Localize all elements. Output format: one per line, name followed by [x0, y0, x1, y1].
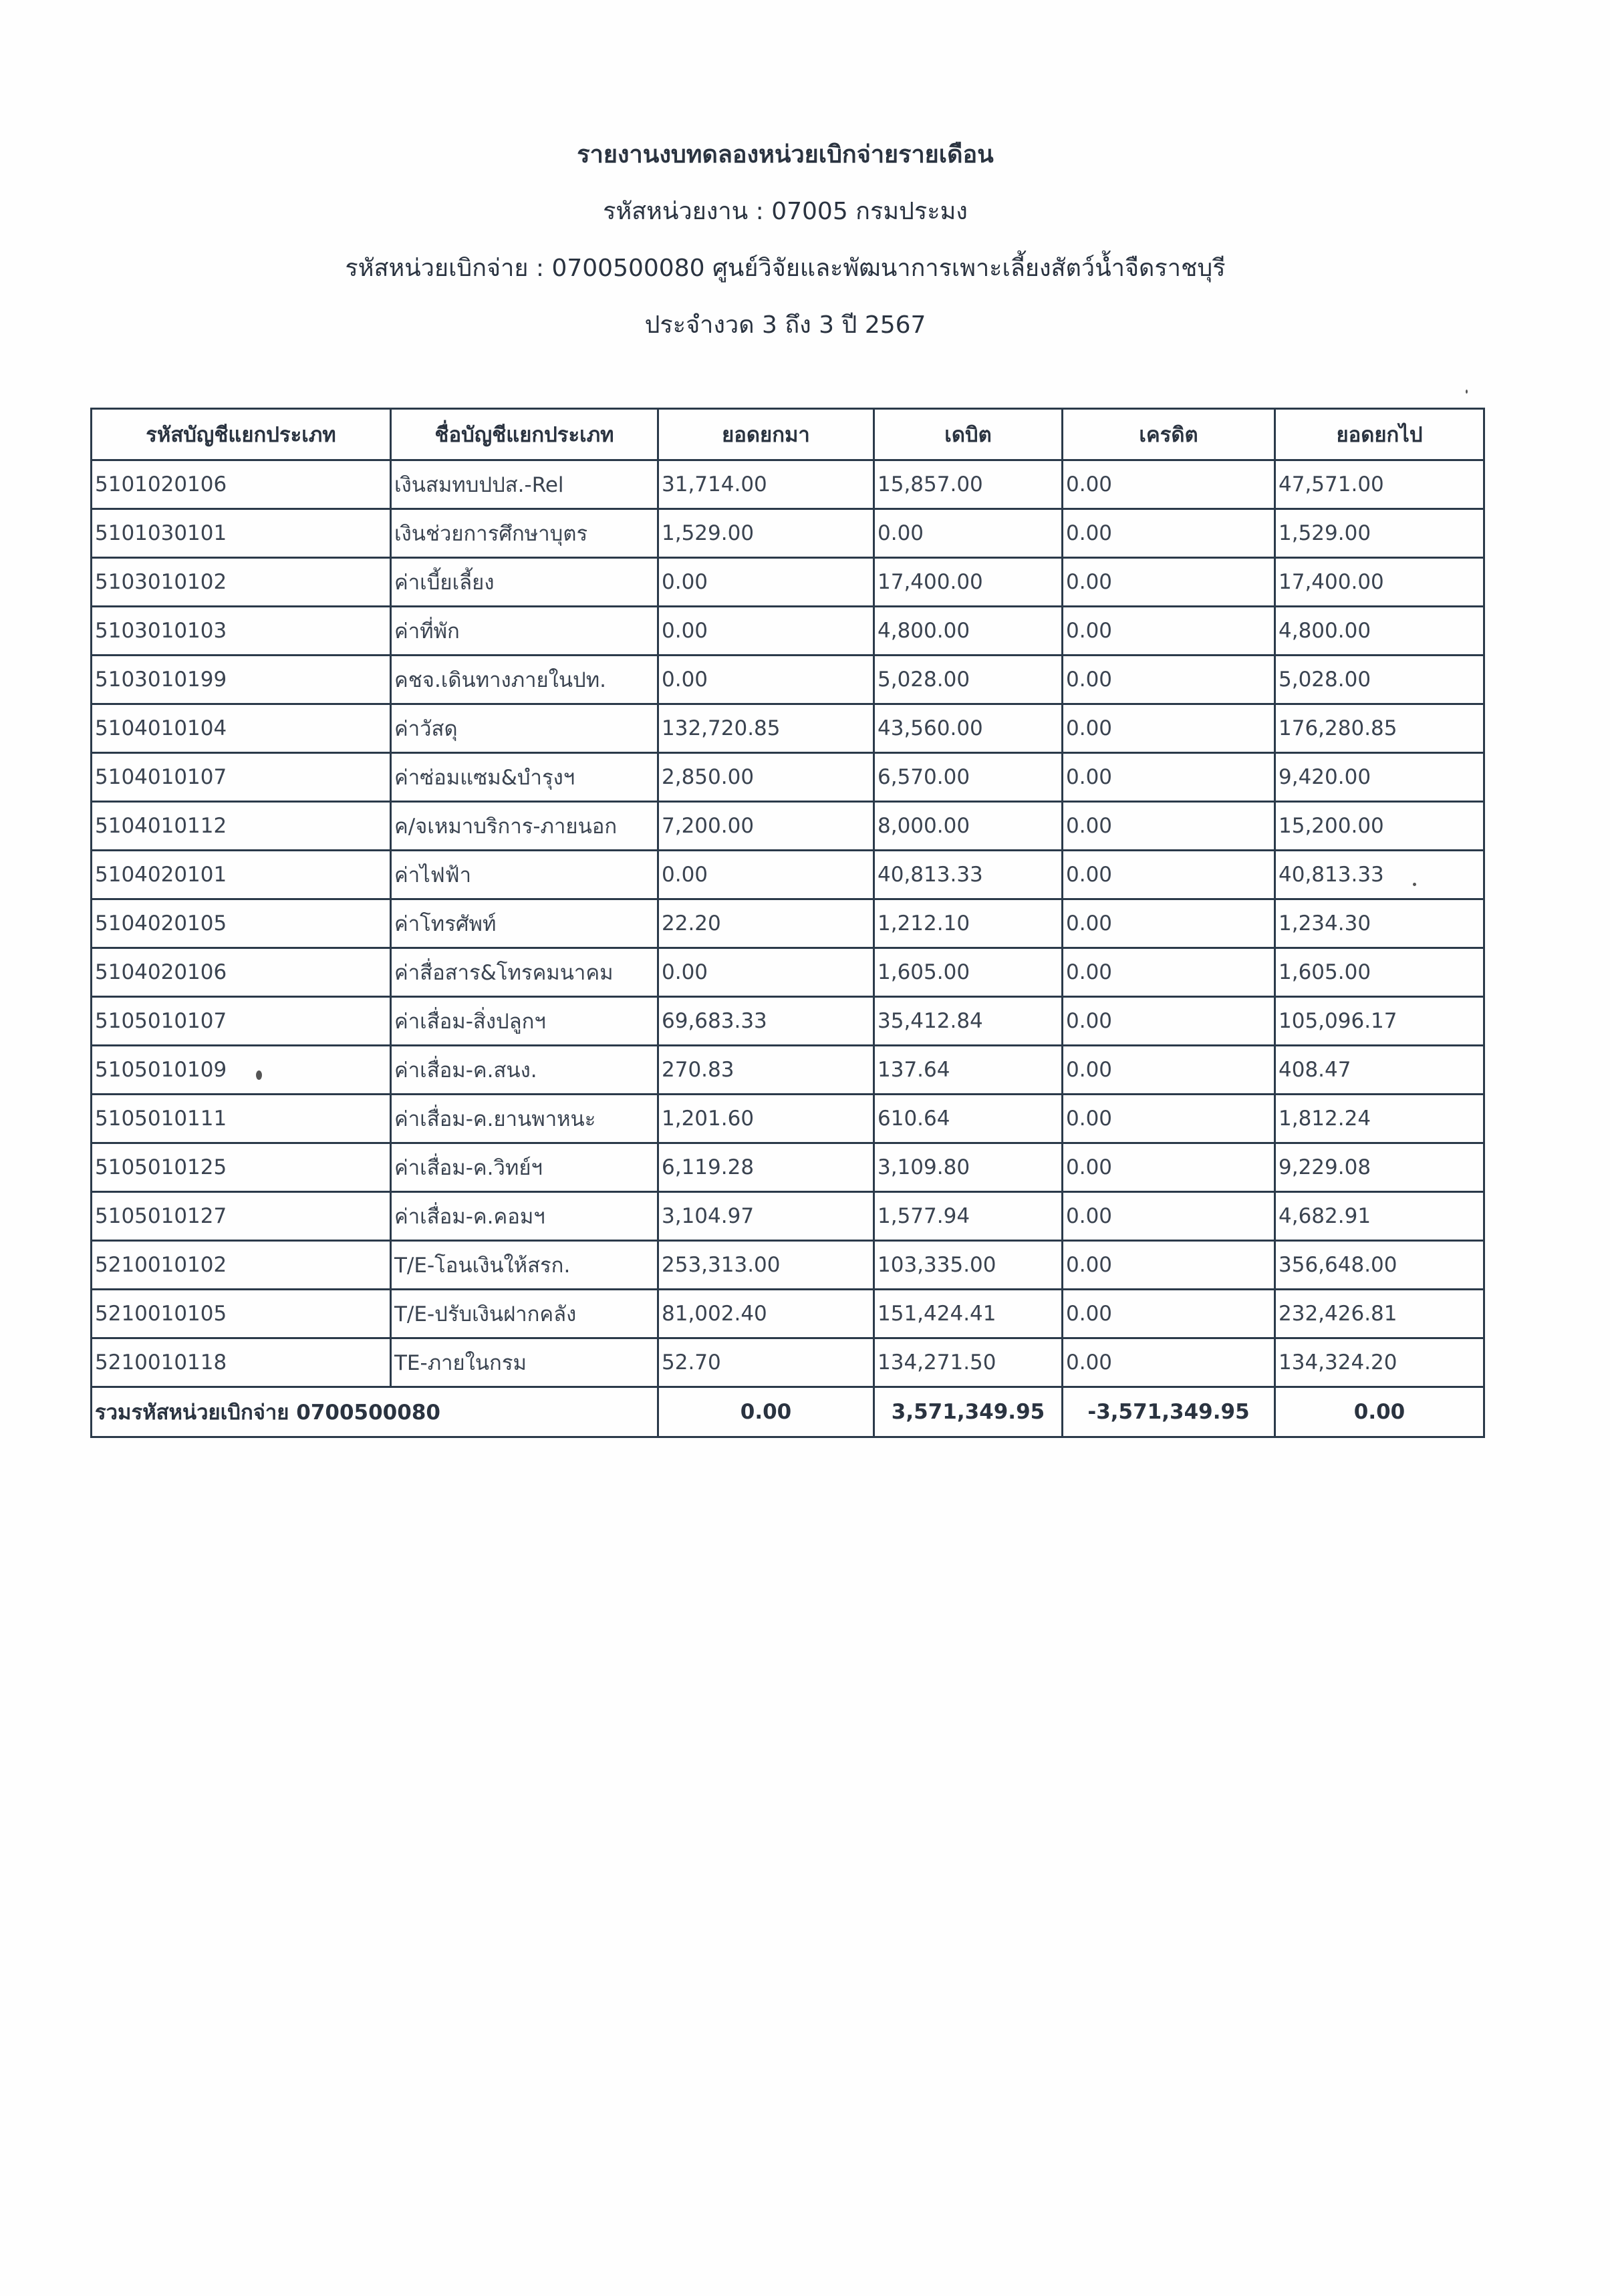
cell-debit: 137.64 [874, 1046, 1063, 1095]
cell-credit: 0.00 [1063, 948, 1275, 997]
cell-debit: 0.00 [874, 509, 1063, 558]
table-row [92, 1290, 1484, 1338]
cell-carried-forward: 176,280.85 [1275, 704, 1484, 753]
cell-brought-forward: 0.00 [658, 948, 874, 997]
cell-credit: 0.00 [1063, 607, 1275, 656]
cell-account-code: 5105010125 [92, 1143, 391, 1192]
cell-account-name: ค่าเบี้ยเลี้ยง [391, 558, 658, 607]
total-label: รวมรหัสหน่วยเบิกจ่าย 0700500080 [92, 1387, 658, 1437]
trial-balance-table [90, 408, 1485, 1438]
cell-credit: 0.00 [1063, 558, 1275, 607]
cell-credit: 0.00 [1063, 1095, 1275, 1143]
cell-account-code: 5104010112 [92, 802, 391, 851]
cell-account-name: ค่าเสื่อม-ค.ยานพาหนะ [391, 1095, 658, 1143]
agency-line: รหัสหน่วยงาน : 07005 กรมประมง [603, 198, 968, 225]
table-row [92, 1192, 1484, 1241]
cell-carried-forward: 4,800.00 [1275, 607, 1484, 656]
cell-debit: 151,424.41 [874, 1290, 1063, 1338]
table-row [92, 1241, 1484, 1290]
cell-carried-forward: 15,200.00 [1275, 802, 1484, 851]
cell-account-code: 5103010103 [92, 607, 391, 656]
table-row [92, 851, 1484, 899]
cell-brought-forward: 1,529.00 [658, 509, 874, 558]
cell-account-name: คชจ.เดินทางภายในปท. [391, 656, 658, 704]
cell-account-name: ค่าวัสดุ [391, 704, 658, 753]
cell-carried-forward: 1,234.30 [1275, 899, 1484, 948]
cell-brought-forward: 6,119.28 [658, 1143, 874, 1192]
cell-account-name: TE-ภายในกรม [391, 1338, 658, 1387]
cell-account-name: ค่าโทรศัพท์ [391, 899, 658, 948]
cell-account-name: T/E-โอนเงินให้สรก. [391, 1241, 658, 1290]
cell-account-code: 5104020101 [92, 851, 391, 899]
cell-credit: 0.00 [1063, 997, 1275, 1046]
cell-carried-forward: 9,420.00 [1275, 753, 1484, 802]
table-row [92, 997, 1484, 1046]
cell-debit: 610.64 [874, 1095, 1063, 1143]
cell-brought-forward: 52.70 [658, 1338, 874, 1387]
table-row [92, 607, 1484, 656]
cell-carried-forward: 408.47 [1275, 1046, 1484, 1095]
cell-credit: 0.00 [1063, 656, 1275, 704]
table-body [92, 460, 1484, 1387]
cell-brought-forward: 3,104.97 [658, 1192, 874, 1241]
cell-debit: 35,412.84 [874, 997, 1063, 1046]
cell-account-name: ค่าเสื่อม-สิ่งปลูกฯ [391, 997, 658, 1046]
cell-debit: 5,028.00 [874, 656, 1063, 704]
col-header-debit: เดบิต [874, 409, 1063, 460]
cell-credit: 0.00 [1063, 802, 1275, 851]
scan-speck [1413, 883, 1416, 886]
cell-account-code: 5104020105 [92, 899, 391, 948]
cell-credit: 0.00 [1063, 509, 1275, 558]
cell-brought-forward: 81,002.40 [658, 1290, 874, 1338]
cell-brought-forward: 0.00 [658, 558, 874, 607]
scan-speck [1466, 390, 1468, 394]
table-row [92, 1338, 1484, 1387]
report-title: รายงานงบทดลองหน่วยเบิกจ่ายรายเดือน [577, 141, 994, 168]
cell-credit: 0.00 [1063, 1290, 1275, 1338]
cell-account-code: 5105010111 [92, 1095, 391, 1143]
col-header-brought-forward: ยอดยกมา [658, 409, 874, 460]
total-debit: 3,571,349.95 [874, 1387, 1063, 1437]
cell-brought-forward: 1,201.60 [658, 1095, 874, 1143]
cell-debit: 6,570.00 [874, 753, 1063, 802]
table-row [92, 1095, 1484, 1143]
cell-account-code: 5210010118 [92, 1338, 391, 1387]
cell-account-code: 5104010107 [92, 753, 391, 802]
cell-debit: 3,109.80 [874, 1143, 1063, 1192]
period-line: ประจำงวด 3 ถึง 3 ปี 2567 [644, 311, 926, 339]
cell-carried-forward: 1,529.00 [1275, 509, 1484, 558]
cell-credit: 0.00 [1063, 460, 1275, 509]
cell-debit: 1,577.94 [874, 1192, 1063, 1241]
cell-account-name: เงินช่วยการศึกษาบุตร [391, 509, 658, 558]
cell-debit: 103,335.00 [874, 1241, 1063, 1290]
table-row [92, 1046, 1484, 1095]
cell-debit: 1,605.00 [874, 948, 1063, 997]
table-row [92, 656, 1484, 704]
cell-carried-forward: 232,426.81 [1275, 1290, 1484, 1338]
cell-debit: 134,271.50 [874, 1338, 1063, 1387]
table-row [92, 704, 1484, 753]
col-header-carried-forward: ยอดยกไป [1275, 409, 1484, 460]
cell-carried-forward: 47,571.00 [1275, 460, 1484, 509]
cell-account-code: 5101030101 [92, 509, 391, 558]
cell-carried-forward: 1,605.00 [1275, 948, 1484, 997]
cell-debit: 4,800.00 [874, 607, 1063, 656]
cell-account-code: 5105010127 [92, 1192, 391, 1241]
cell-brought-forward: 253,313.00 [658, 1241, 874, 1290]
cell-brought-forward: 0.00 [658, 607, 874, 656]
cell-account-name: ค่าที่พัก [391, 607, 658, 656]
cell-account-name: เงินสมทบปปส.-Rel [391, 460, 658, 509]
cell-brought-forward: 0.00 [658, 656, 874, 704]
table-row [92, 558, 1484, 607]
cell-credit: 0.00 [1063, 851, 1275, 899]
cell-account-code: 5105010109 [92, 1046, 391, 1095]
cell-account-code: 5103010102 [92, 558, 391, 607]
cell-account-name: ค/จเหมาบริการ-ภายนอก [391, 802, 658, 851]
cell-brought-forward: 31,714.00 [658, 460, 874, 509]
cell-account-code: 5101020106 [92, 460, 391, 509]
total-brought-forward: 0.00 [658, 1387, 874, 1437]
table-row [92, 899, 1484, 948]
cell-brought-forward: 0.00 [658, 851, 874, 899]
cell-brought-forward: 270.83 [658, 1046, 874, 1095]
cell-carried-forward: 1,812.24 [1275, 1095, 1484, 1143]
cell-brought-forward: 7,200.00 [658, 802, 874, 851]
cell-debit: 15,857.00 [874, 460, 1063, 509]
cell-account-name: T/E-ปรับเงินฝากคลัง [391, 1290, 658, 1338]
table-row [92, 509, 1484, 558]
cell-carried-forward: 134,324.20 [1275, 1338, 1484, 1387]
table-row [92, 802, 1484, 851]
cell-credit: 0.00 [1063, 1143, 1275, 1192]
table-row [92, 948, 1484, 997]
cell-account-code: 5105010107 [92, 997, 391, 1046]
cell-brought-forward: 132,720.85 [658, 704, 874, 753]
cell-credit: 0.00 [1063, 753, 1275, 802]
cell-carried-forward: 5,028.00 [1275, 656, 1484, 704]
cell-account-code: 5210010102 [92, 1241, 391, 1290]
cell-account-name: ค่าซ่อมแซม&บำรุงฯ [391, 753, 658, 802]
cell-brought-forward: 2,850.00 [658, 753, 874, 802]
cell-carried-forward: 9,229.08 [1275, 1143, 1484, 1192]
total-carried-forward: 0.00 [1275, 1387, 1484, 1437]
cell-carried-forward: 105,096.17 [1275, 997, 1484, 1046]
cell-carried-forward: 356,648.00 [1275, 1241, 1484, 1290]
col-header-credit: เครดิต [1063, 409, 1275, 460]
cell-account-name: ค่าเสื่อม-ค.คอมฯ [391, 1192, 658, 1241]
table-row [92, 460, 1484, 509]
cell-account-name: ค่าสื่อสาร&โทรคมนาคม [391, 948, 658, 997]
cell-account-code: 5103010199 [92, 656, 391, 704]
cell-account-code: 5104010104 [92, 704, 391, 753]
table-row [92, 753, 1484, 802]
cell-credit: 0.00 [1063, 1338, 1275, 1387]
cell-credit: 0.00 [1063, 1192, 1275, 1241]
table-header-row [92, 409, 1484, 460]
cell-carried-forward: 17,400.00 [1275, 558, 1484, 607]
cell-brought-forward: 69,683.33 [658, 997, 874, 1046]
cell-carried-forward: 40,813.33 [1275, 851, 1484, 899]
total-row [92, 1387, 1484, 1437]
cell-credit: 0.00 [1063, 1046, 1275, 1095]
cell-account-code: 5210010105 [92, 1290, 391, 1338]
cell-debit: 40,813.33 [874, 851, 1063, 899]
cell-brought-forward: 22.20 [658, 899, 874, 948]
cell-debit: 1,212.10 [874, 899, 1063, 948]
table-row [92, 1143, 1484, 1192]
cell-debit: 43,560.00 [874, 704, 1063, 753]
cell-debit: 8,000.00 [874, 802, 1063, 851]
col-header-account-code: รหัสบัญชีแยกประเภท [92, 409, 391, 460]
col-header-account-name: ชื่อบัญชีแยกประเภท [391, 409, 658, 460]
cell-debit: 17,400.00 [874, 558, 1063, 607]
disbursing-unit-line: รหัสหน่วยเบิกจ่าย : 0700500080 ศูนย์วิจัยและพัฒนาการเพาะเลี้ยงสัตว์น้ำจืดราชบุรี [345, 255, 1226, 282]
scan-speck [256, 1070, 262, 1080]
cell-account-code: 5104020106 [92, 948, 391, 997]
cell-credit: 0.00 [1063, 1241, 1275, 1290]
cell-credit: 0.00 [1063, 704, 1275, 753]
total-credit: -3,571,349.95 [1063, 1387, 1275, 1437]
cell-carried-forward: 4,682.91 [1275, 1192, 1484, 1241]
cell-credit: 0.00 [1063, 899, 1275, 948]
cell-account-name: ค่าไฟฟ้า [391, 851, 658, 899]
cell-account-name: ค่าเสื่อม-ค.สนง. [391, 1046, 658, 1095]
cell-account-name: ค่าเสื่อม-ค.วิทย์ฯ [391, 1143, 658, 1192]
